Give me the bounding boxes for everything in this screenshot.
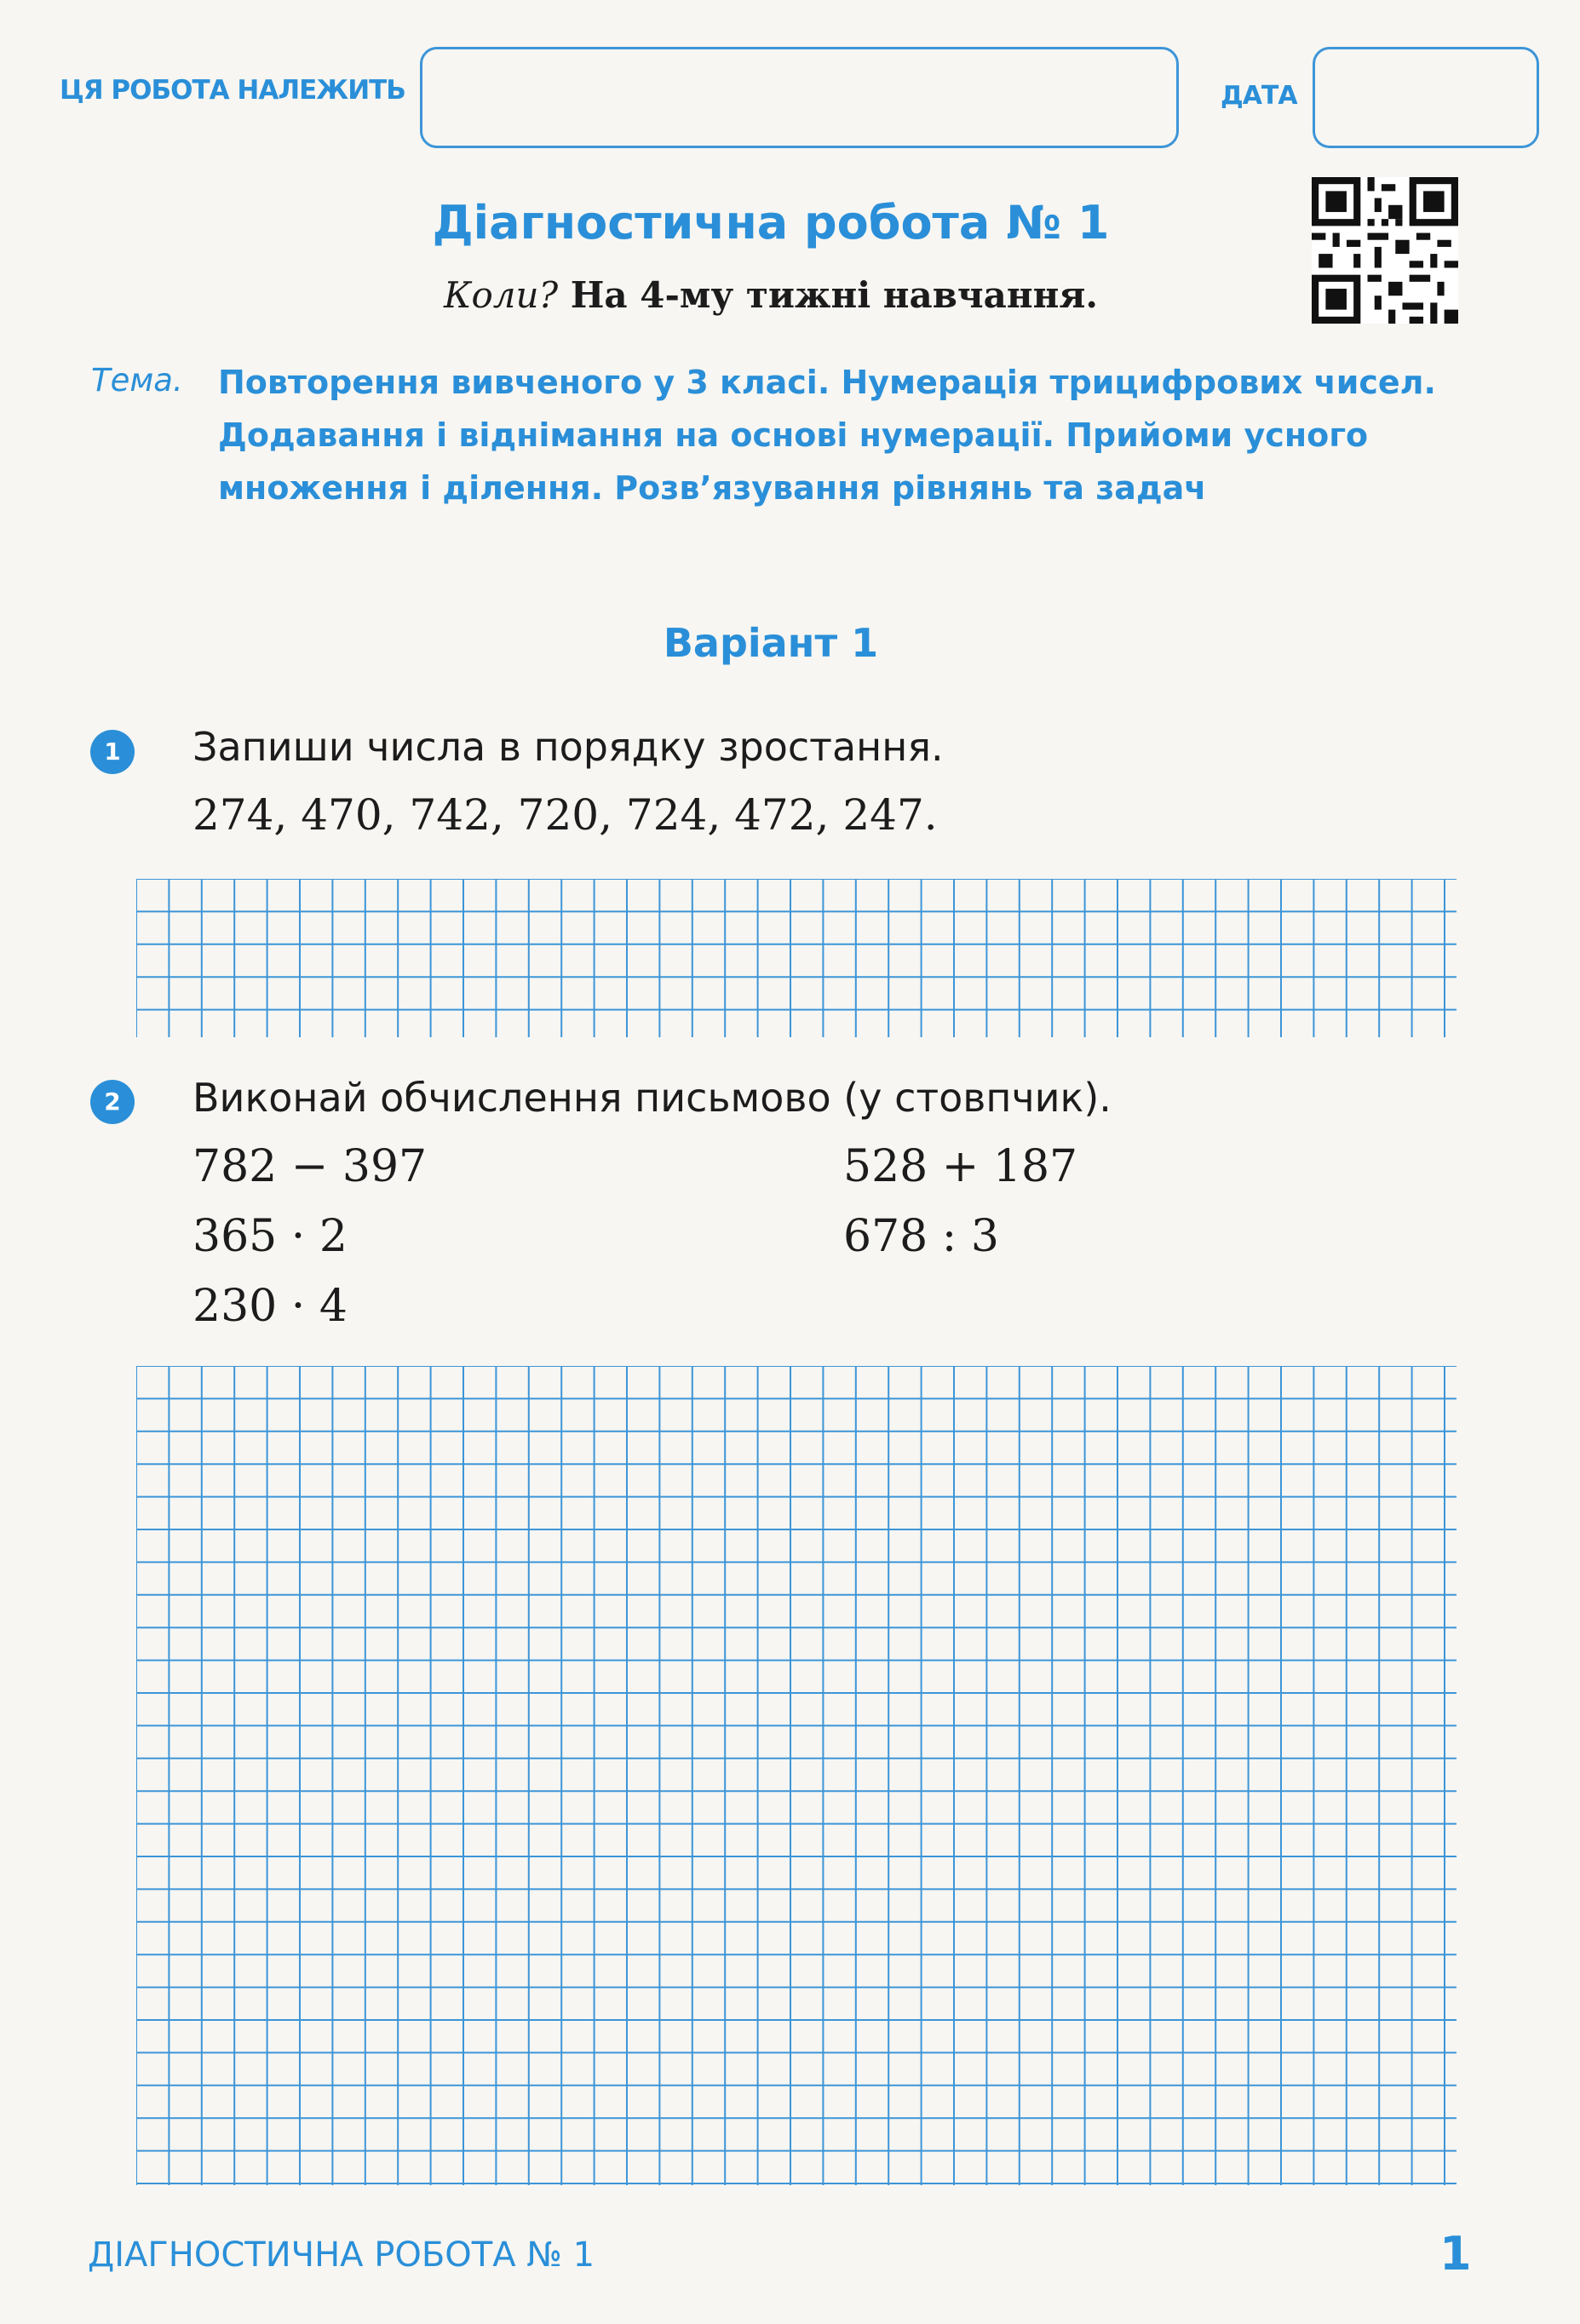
task-1-numbers: 274, 470, 742, 720, 724, 472, 247. <box>192 790 938 840</box>
variant-heading: Варіант 1 <box>663 620 879 666</box>
topic-label: Тема. <box>91 362 183 399</box>
task-1-instruction: Запиши числа в порядку зростання. <box>192 724 944 770</box>
when-label: Коли? <box>443 274 559 316</box>
topic-text: Повторення вивченого у 3 класі. Нумерація трицифрових чисел. Додавання і віднімання на основі нумерації. Прийоми усного множення і ділення. Розв’язування рівнянь та задач <box>218 364 1436 507</box>
expression: 365 · 2 <box>192 1211 348 1262</box>
page-title: Діагностична робота № 1 <box>432 196 1110 250</box>
expression: 528 + 187 <box>843 1141 1078 1192</box>
task-2-instruction: Виконай обчислення письмово (у стовпчик). <box>192 1075 1112 1121</box>
expression: 782 − 397 <box>192 1141 428 1192</box>
owner-name-field[interactable] <box>420 47 1179 148</box>
date-field[interactable] <box>1313 47 1539 148</box>
answer-grid-2[interactable] <box>136 1366 1456 2185</box>
when-text: На 4-му тижні навчання. <box>570 274 1099 316</box>
task-1-number-badge: 1 <box>90 730 135 774</box>
when-line <box>0 274 1542 316</box>
expression: 230 · 4 <box>192 1281 348 1332</box>
page-number: 1 <box>1439 2227 1472 2281</box>
date-label: ДАТА <box>1221 81 1297 111</box>
owner-label: ЦЯ РОБОТА НАЛЕЖИТЬ <box>60 75 405 106</box>
expression: 678 : 3 <box>843 1211 999 1262</box>
task-2-number-badge: 2 <box>90 1080 135 1124</box>
answer-grid-1[interactable] <box>136 879 1456 1037</box>
footer-title: ДІАГНОСТИЧНА РОБОТА № 1 <box>88 2235 595 2275</box>
